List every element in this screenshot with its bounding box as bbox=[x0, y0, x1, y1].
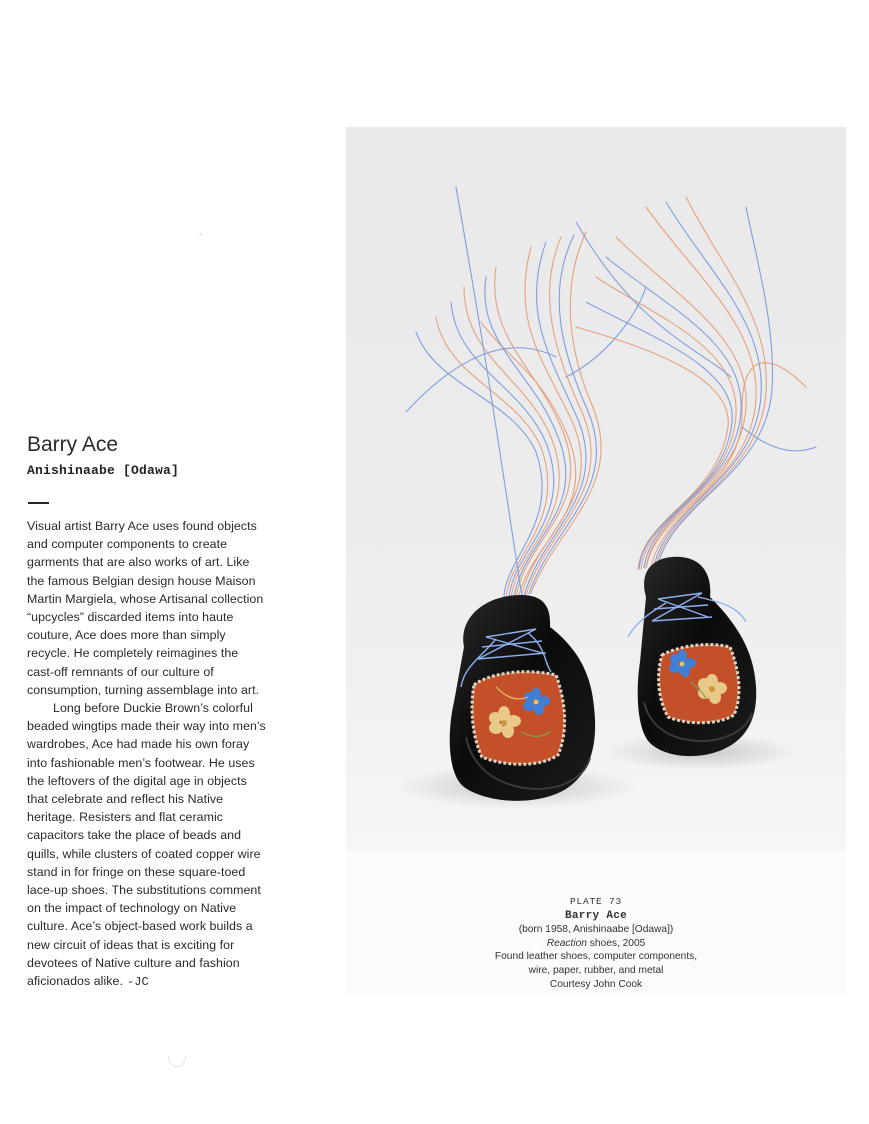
caption-materials-2: wire, paper, rubber, and metal bbox=[528, 964, 664, 976]
essay-paragraph-1: Visual artist Barry Ace uses found objects and computer components to create garments that are also works of art. Like the famous Belgian design house Maison Martin Margiela, whose Artisanal collection “upcycles” discarded items into haute couture, Ace does more than simply recycle. He completely reimagines the cast-off remnants of our culture of consumption, turning assemblage into art. bbox=[27, 519, 264, 697]
artist-name-heading: Barry Ace bbox=[27, 433, 119, 456]
artwork-photograph bbox=[346, 127, 846, 851]
caption-title: Reaction bbox=[546, 937, 587, 949]
caption-born: (born 1958, Anishinaabe [Odawa]) bbox=[518, 924, 674, 936]
caption-artist: Barry Ace bbox=[564, 909, 628, 922]
section-rule bbox=[28, 502, 49, 504]
caption-title-line bbox=[346, 937, 846, 951]
caption-credit: Courtesy John Cook bbox=[549, 978, 643, 990]
essay-paragraph-2-text: Long before Duckie Brown’s colorful beaded wingtips made their way into men’s wardrobes, Ace had made his own foray into fashionable men’s footwear. He uses the leftovers of the digital age in objects that celebrate and reflect his Native heritage. Resisters and flat ceramic capacitors take the place of beads and quills, while clusters of coated copper wire stand in for fringe on these square-toed lace-up shoes. The substitutions comment on the impact of technology on Native culture. Ace’s object-based work builds a new circuit of ideas that is exciting for devotees of Native culture and fashion aficionados alike. bbox=[27, 701, 266, 989]
caption-plate-number: PLATE 73 bbox=[569, 896, 622, 907]
plate-panel bbox=[346, 127, 846, 995]
plate-caption bbox=[346, 895, 846, 991]
right-shoe bbox=[628, 557, 756, 756]
essay-paragraph-2 bbox=[27, 699, 267, 991]
author-initials: -JC bbox=[126, 975, 149, 990]
essay-column bbox=[27, 432, 267, 991]
paper-speck bbox=[199, 233, 202, 235]
left-shoe bbox=[450, 595, 595, 801]
paper-mark bbox=[168, 1056, 186, 1067]
artist-nation-subheading: Anishinaabe [Odawa] bbox=[27, 463, 180, 478]
caption-materials-1: Found leather shoes, computer components, bbox=[494, 951, 698, 963]
reaction-shoes-image bbox=[346, 127, 846, 851]
caption-title-suffix: shoes, 2005 bbox=[586, 937, 646, 949]
